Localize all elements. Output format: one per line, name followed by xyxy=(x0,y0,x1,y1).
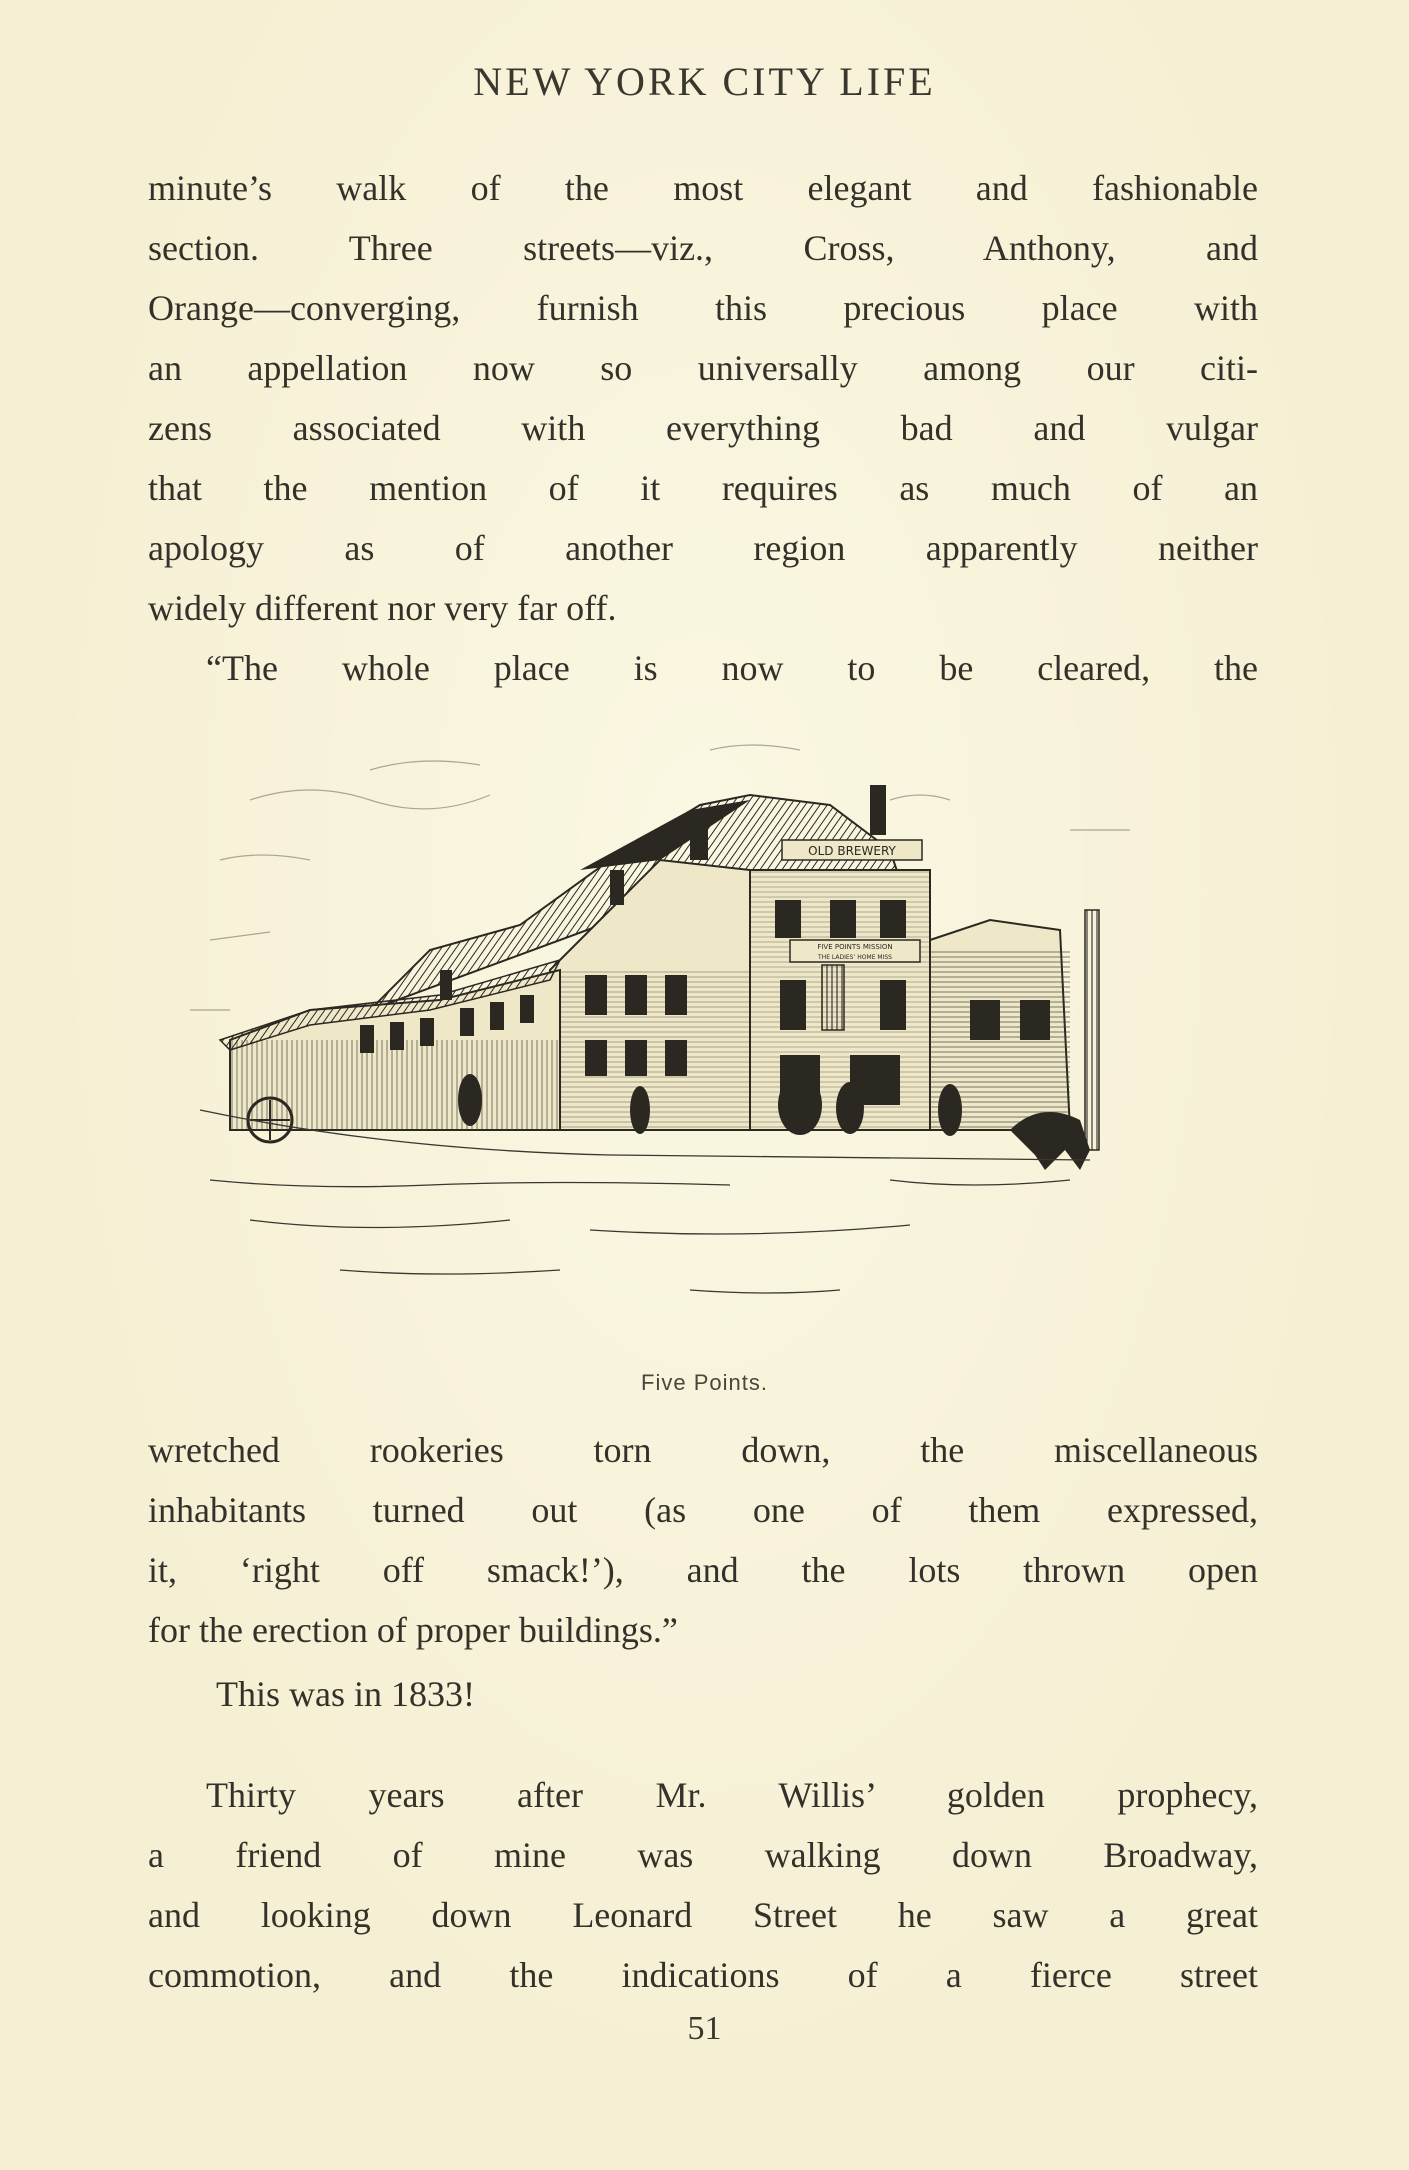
text-line: apology as of another region apparently neither xyxy=(148,528,1258,568)
text-line: an appellation now so universally among our citi- xyxy=(148,348,1258,388)
text-line: wretched rookeries torn down, the miscellaneous xyxy=(148,1430,1258,1470)
text-line: Thirty years after Mr. Willis’ golden prophecy, xyxy=(206,1775,1258,1815)
sign-mission: FIVE POINTS MISSION xyxy=(817,943,893,951)
text-line: section. Three streets—viz., Cross, Anthony, and xyxy=(148,228,1258,268)
paragraph-4 xyxy=(148,1765,1258,2005)
text-line: Orange—converging, furnish this precious place with xyxy=(148,288,1258,328)
sign-old-brewery: OLD BREWERY xyxy=(808,844,896,858)
text-line: that the mention of it requires as much of an xyxy=(148,468,1258,508)
running-head: NEW YORK CITY LIFE xyxy=(473,59,936,104)
text-line: “The whole place is now to be cleared, the xyxy=(206,648,1258,688)
engraving-svg xyxy=(190,710,1240,1350)
figure-caption: Five Points. xyxy=(641,1370,768,1395)
paragraph-2 xyxy=(148,1420,1258,1660)
text-line: it, ‘right off smack!’), and the lots thrown open xyxy=(148,1550,1258,1590)
street-ground xyxy=(200,1110,1090,1293)
text-line: zens associated with everything bad and vulgar xyxy=(148,408,1258,448)
page-number: 51 xyxy=(687,2010,722,2047)
text-line: inhabitants turned out (as one of them expressed, xyxy=(148,1490,1258,1530)
text-line: commotion, and the indications of a fierce street xyxy=(148,1955,1258,1995)
text-line: and looking down Leonard Street he saw a great xyxy=(148,1895,1258,1935)
sign-ladies-home: THE LADIES’ HOME MISS xyxy=(818,954,892,961)
text-line: for the erection of proper buildings.” xyxy=(148,1610,678,1650)
paragraph-1 xyxy=(148,158,1258,698)
text-line: a friend of mine was walking down Broadway, xyxy=(148,1835,1258,1875)
five-points-illustration xyxy=(190,710,1240,1350)
paragraph-3: This was in 1833! xyxy=(216,1674,475,1714)
text-line: minute’s walk of the most elegant and fashionable xyxy=(148,168,1258,208)
text-line: widely different nor very far off. xyxy=(148,588,617,628)
